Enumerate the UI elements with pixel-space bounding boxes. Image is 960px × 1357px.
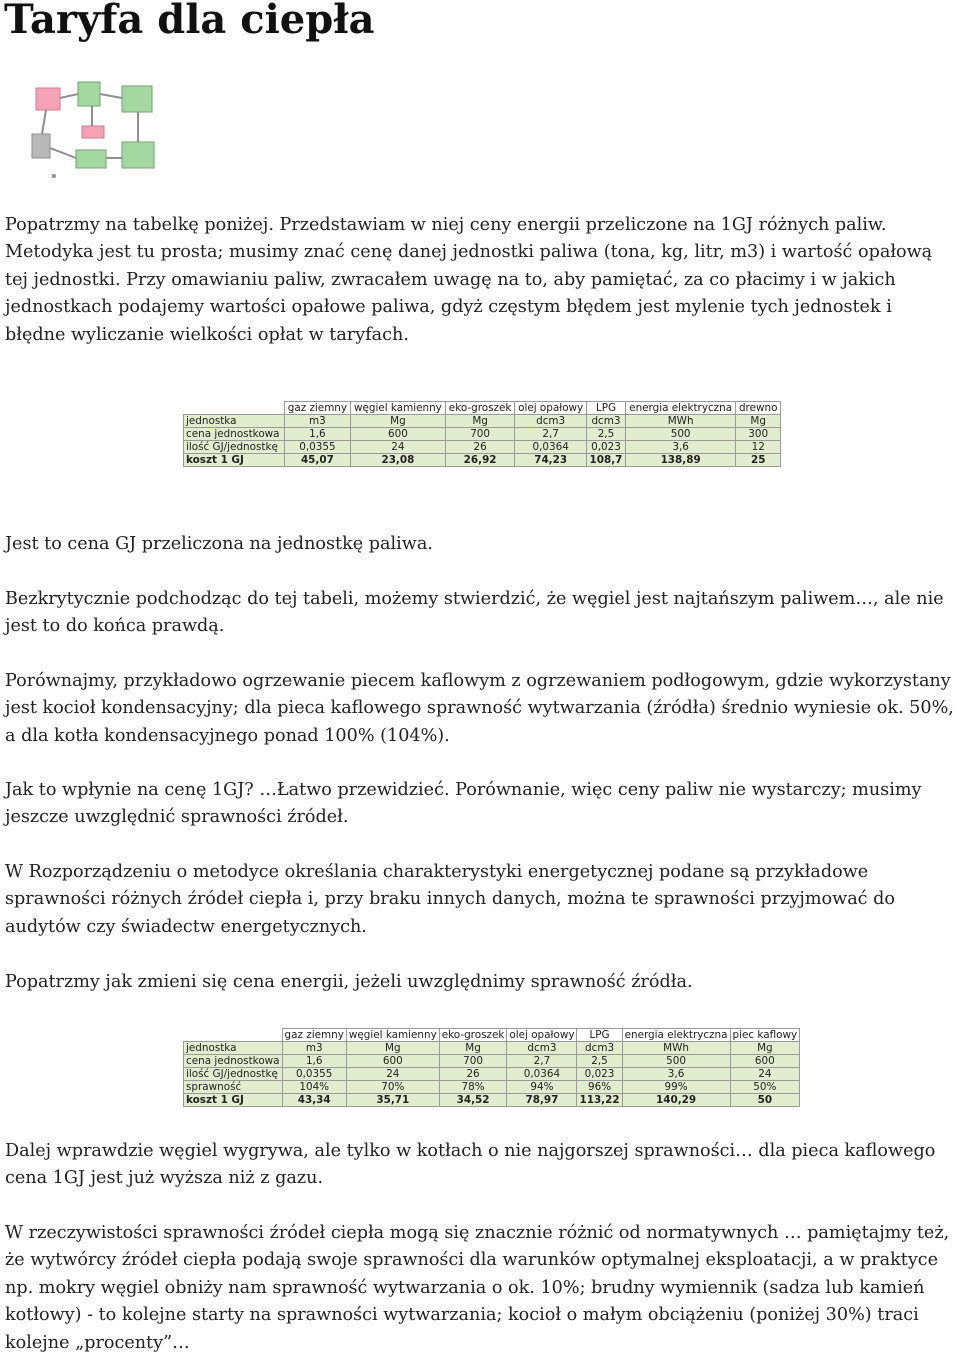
page-title: Taryfa dla ciepła: [4, 0, 375, 43]
table-cell: 99%: [622, 1081, 730, 1094]
table-row-label: jednostka: [184, 415, 285, 428]
table-cell: 24: [350, 441, 445, 454]
diagram-box-losses: [82, 126, 104, 138]
table-cell: 300: [736, 428, 781, 441]
paragraph-reality: W rzeczywistości sprawności źródeł ciepła mogą się znacznie różnić od normatywnych … pamiętajmy też, że wytwórcy źródeł ciepła podają swoje sprawności dla warunków optymalnej eksploatacji, a w praktyce np. mokry węgiel obniży nam sprawność wytwarzania o ok. 10%; brudny wymiennik (sadza lub kamień kotłowy) - to kolejne starty na sprawności wytwarzania; kocioł o małym obciążeniu (poniżej 30%) traci kolejne „procenty”…: [5, 1223, 950, 1353]
table-cell: 2,5: [587, 428, 626, 441]
table-header-cell: gaz ziemny: [282, 1029, 346, 1042]
table-header-cell: LPG: [587, 402, 626, 415]
table-corner: [184, 1029, 283, 1042]
table-header-cell: drewno: [736, 402, 781, 415]
table-header-cell: energia elektryczna: [625, 402, 736, 415]
diagram-box-heat-source: [78, 82, 100, 106]
table-row: [184, 441, 781, 454]
table-cell: dcm3: [587, 415, 626, 428]
table-cell: dcm3: [577, 1042, 622, 1055]
table-cell: Mg: [346, 1042, 439, 1055]
paragraph-gj-note: Jest to cena GJ przeliczona na jednostkę paliwa.: [5, 534, 433, 554]
table-row: [184, 454, 781, 467]
paragraph-effect: Jak to wpłynie na cenę 1GJ? …Łatwo przewidzieć. Porównanie, więc ceny paliw nie wystarczy; musimy jeszcze uwzględnić sprawności źródeł.: [5, 780, 922, 828]
table-row: [184, 428, 781, 441]
fuel-cost-efficiency-table: [183, 1028, 800, 1107]
diagram-arrow: [50, 148, 76, 158]
table-header-cell: LPG: [577, 1029, 622, 1042]
diagram-box-delivery: [122, 142, 154, 168]
paragraph-efficiency-intro: Popatrzmy jak zmieni się cena energii, jeżeli uwzględnimy sprawność źródła.: [5, 972, 693, 992]
table-cell: 2,7: [515, 428, 587, 441]
table-cell: 0,0364: [515, 441, 587, 454]
table-cell: 700: [445, 428, 514, 441]
table-cell: 3,6: [625, 441, 736, 454]
process-flow-diagram-icon: [26, 72, 162, 184]
paragraph-intro: Popatrzmy na tabelkę poniżej. Przedstawiam w niej ceny energii przeliczone na 1GJ różnych paliw. Metodyka jest tu prosta; musimy znać cenę danej jednostki paliwa (tona, kg, litr, m3) i wartość opałową tej jednostki. Przy omawianiu paliw, zwracałem uwagę na to, aby pamiętać, za co płacimy i w jakich jednostkach podajemy wartości opałowe paliwa, gdyż częstym błędem jest mylenie tych jednostek i błędne wyliczanie wielkości opłat w taryfach.: [5, 215, 933, 345]
table-cell: Mg: [730, 1042, 800, 1055]
table-cell: 43,34: [282, 1094, 346, 1107]
table-row: [184, 1055, 800, 1068]
table-cell: 26: [445, 441, 514, 454]
table-cell: 138,89: [625, 454, 736, 467]
table-row: [184, 1081, 800, 1094]
table-cell: 1,6: [284, 428, 350, 441]
table-row-label: cena jednostkowa: [184, 428, 285, 441]
table-cell: 50%: [730, 1081, 800, 1094]
table-cell: Mg: [445, 415, 514, 428]
table-header-row: [184, 1029, 800, 1042]
table-cell: 74,23: [515, 454, 587, 467]
table-cell: 140,29: [622, 1094, 730, 1107]
table-cell: 50: [730, 1094, 800, 1107]
table-cell: 26: [439, 1068, 507, 1081]
paragraph-uncritical: Bezkrytycznie podchodząc do tej tabeli, możemy stwierdzić, że węgiel jest najtańszym paliwem…, ale nie jest to do końca prawdą.: [5, 589, 944, 637]
fuel-cost-table: [183, 401, 781, 467]
table-cell: 78%: [439, 1081, 507, 1094]
table-cell: Mg: [736, 415, 781, 428]
table-cell: 2,5: [577, 1055, 622, 1068]
table-row-label: sprawność: [184, 1081, 283, 1094]
table-cell: 108,7: [587, 454, 626, 467]
table-cell: 94%: [507, 1081, 577, 1094]
diagram-arrow: [100, 94, 122, 98]
table-cell: dcm3: [507, 1042, 577, 1055]
table-cell: 26,92: [445, 454, 514, 467]
table-row-label: ilość GJ/jednostkę: [184, 1068, 283, 1081]
diagram-arrow: [42, 110, 46, 134]
table-cell: 0,0355: [282, 1068, 346, 1081]
table-cell: 2,7: [507, 1055, 577, 1068]
diagram-box-heat-transfer: [122, 86, 152, 112]
table-cell: 0,023: [577, 1068, 622, 1081]
table-cell: 700: [439, 1055, 507, 1068]
table-cell: m3: [284, 415, 350, 428]
table-cell: 600: [350, 428, 445, 441]
table-cell: 0,023: [587, 441, 626, 454]
table-header-cell: olej opałowy: [507, 1029, 577, 1042]
table-cell: 3,6: [622, 1068, 730, 1081]
table-cell: 34,52: [439, 1094, 507, 1107]
table-header-cell: eko-groszek: [439, 1029, 507, 1042]
table-cell: 1,6: [282, 1055, 346, 1068]
table-cell: 24: [730, 1068, 800, 1081]
table-header-cell: węgiel kamienny: [346, 1029, 439, 1042]
table-cell: dcm3: [515, 415, 587, 428]
table-cell: 0,0355: [284, 441, 350, 454]
table-cell: 45,07: [284, 454, 350, 467]
table-corner: [184, 402, 285, 415]
table-header-row: [184, 402, 781, 415]
table-cell: 70%: [346, 1081, 439, 1094]
table-row-label: jednostka: [184, 1042, 283, 1055]
table-header-cell: energia elektryczna: [622, 1029, 730, 1042]
table-row: [184, 1094, 800, 1107]
table-row-label: koszt 1 GJ: [184, 1094, 283, 1107]
table-cell: Mg: [350, 415, 445, 428]
table-cell: MWh: [622, 1042, 730, 1055]
table-cell: 500: [625, 428, 736, 441]
table-cell: 104%: [282, 1081, 346, 1094]
table-cell: 23,08: [350, 454, 445, 467]
table-cell: MWh: [625, 415, 736, 428]
paragraph-compare: Porównajmy, przykładowo ogrzewanie piecem kaflowym z ogrzewaniem podłogowym, gdzie wykorzystany jest kocioł kondensacyjny; dla pieca kaflowego sprawność wytwarzania (źródła) średnio wyniesie ok. 50%, a dla kotła kondensacyjnego ponad 100% (104%).: [5, 671, 954, 746]
diagram-box-usage: [76, 150, 106, 168]
table-header-cell: olej opałowy: [515, 402, 587, 415]
table-cell: 500: [622, 1055, 730, 1068]
table-cell: 600: [346, 1055, 439, 1068]
diagram-dot: [52, 174, 56, 178]
table-header-cell: piec kaflowy: [730, 1029, 800, 1042]
table-cell: 35,71: [346, 1094, 439, 1107]
table-cell: 600: [730, 1055, 800, 1068]
table-row: [184, 1042, 800, 1055]
diagram-building: [32, 134, 50, 158]
table-row: [184, 415, 781, 428]
paragraph-coal-wins: Dalej wprawdzie węgiel wygrywa, ale tylko w kotłach o nie najgorszej sprawności… dla pieca kaflowego cena 1GJ jest już wyższa niż z gazu.: [5, 1141, 936, 1189]
table-header-cell: gaz ziemny: [284, 402, 350, 415]
table-header-cell: węgiel kamienny: [350, 402, 445, 415]
table-cell: 24: [346, 1068, 439, 1081]
table-row-label: cena jednostkowa: [184, 1055, 283, 1068]
table-row-label: koszt 1 GJ: [184, 454, 285, 467]
table-cell: m3: [282, 1042, 346, 1055]
table-header-cell: eko-groszek: [445, 402, 514, 415]
table-cell: 0,0364: [507, 1068, 577, 1081]
diagram-arrow: [60, 94, 78, 98]
diagram-box-fuel-energy: [36, 88, 60, 110]
table-cell: 78,97: [507, 1094, 577, 1107]
table-cell: 25: [736, 454, 781, 467]
table-row-label: ilość GJ/jednostkę: [184, 441, 285, 454]
table-cell: 12: [736, 441, 781, 454]
table-cell: Mg: [439, 1042, 507, 1055]
paragraph-regulation: W Rozporządzeniu o metodyce określania charakterystyki energetycznej podane są przykładowe sprawności różnych źródeł ciepła i, przy braku innych danych, można te sprawności przyjmować do audytów czy świadectw energetycznych.: [5, 862, 895, 937]
table-cell: 113,22: [577, 1094, 622, 1107]
table-cell: 96%: [577, 1081, 622, 1094]
table-row: [184, 1068, 800, 1081]
